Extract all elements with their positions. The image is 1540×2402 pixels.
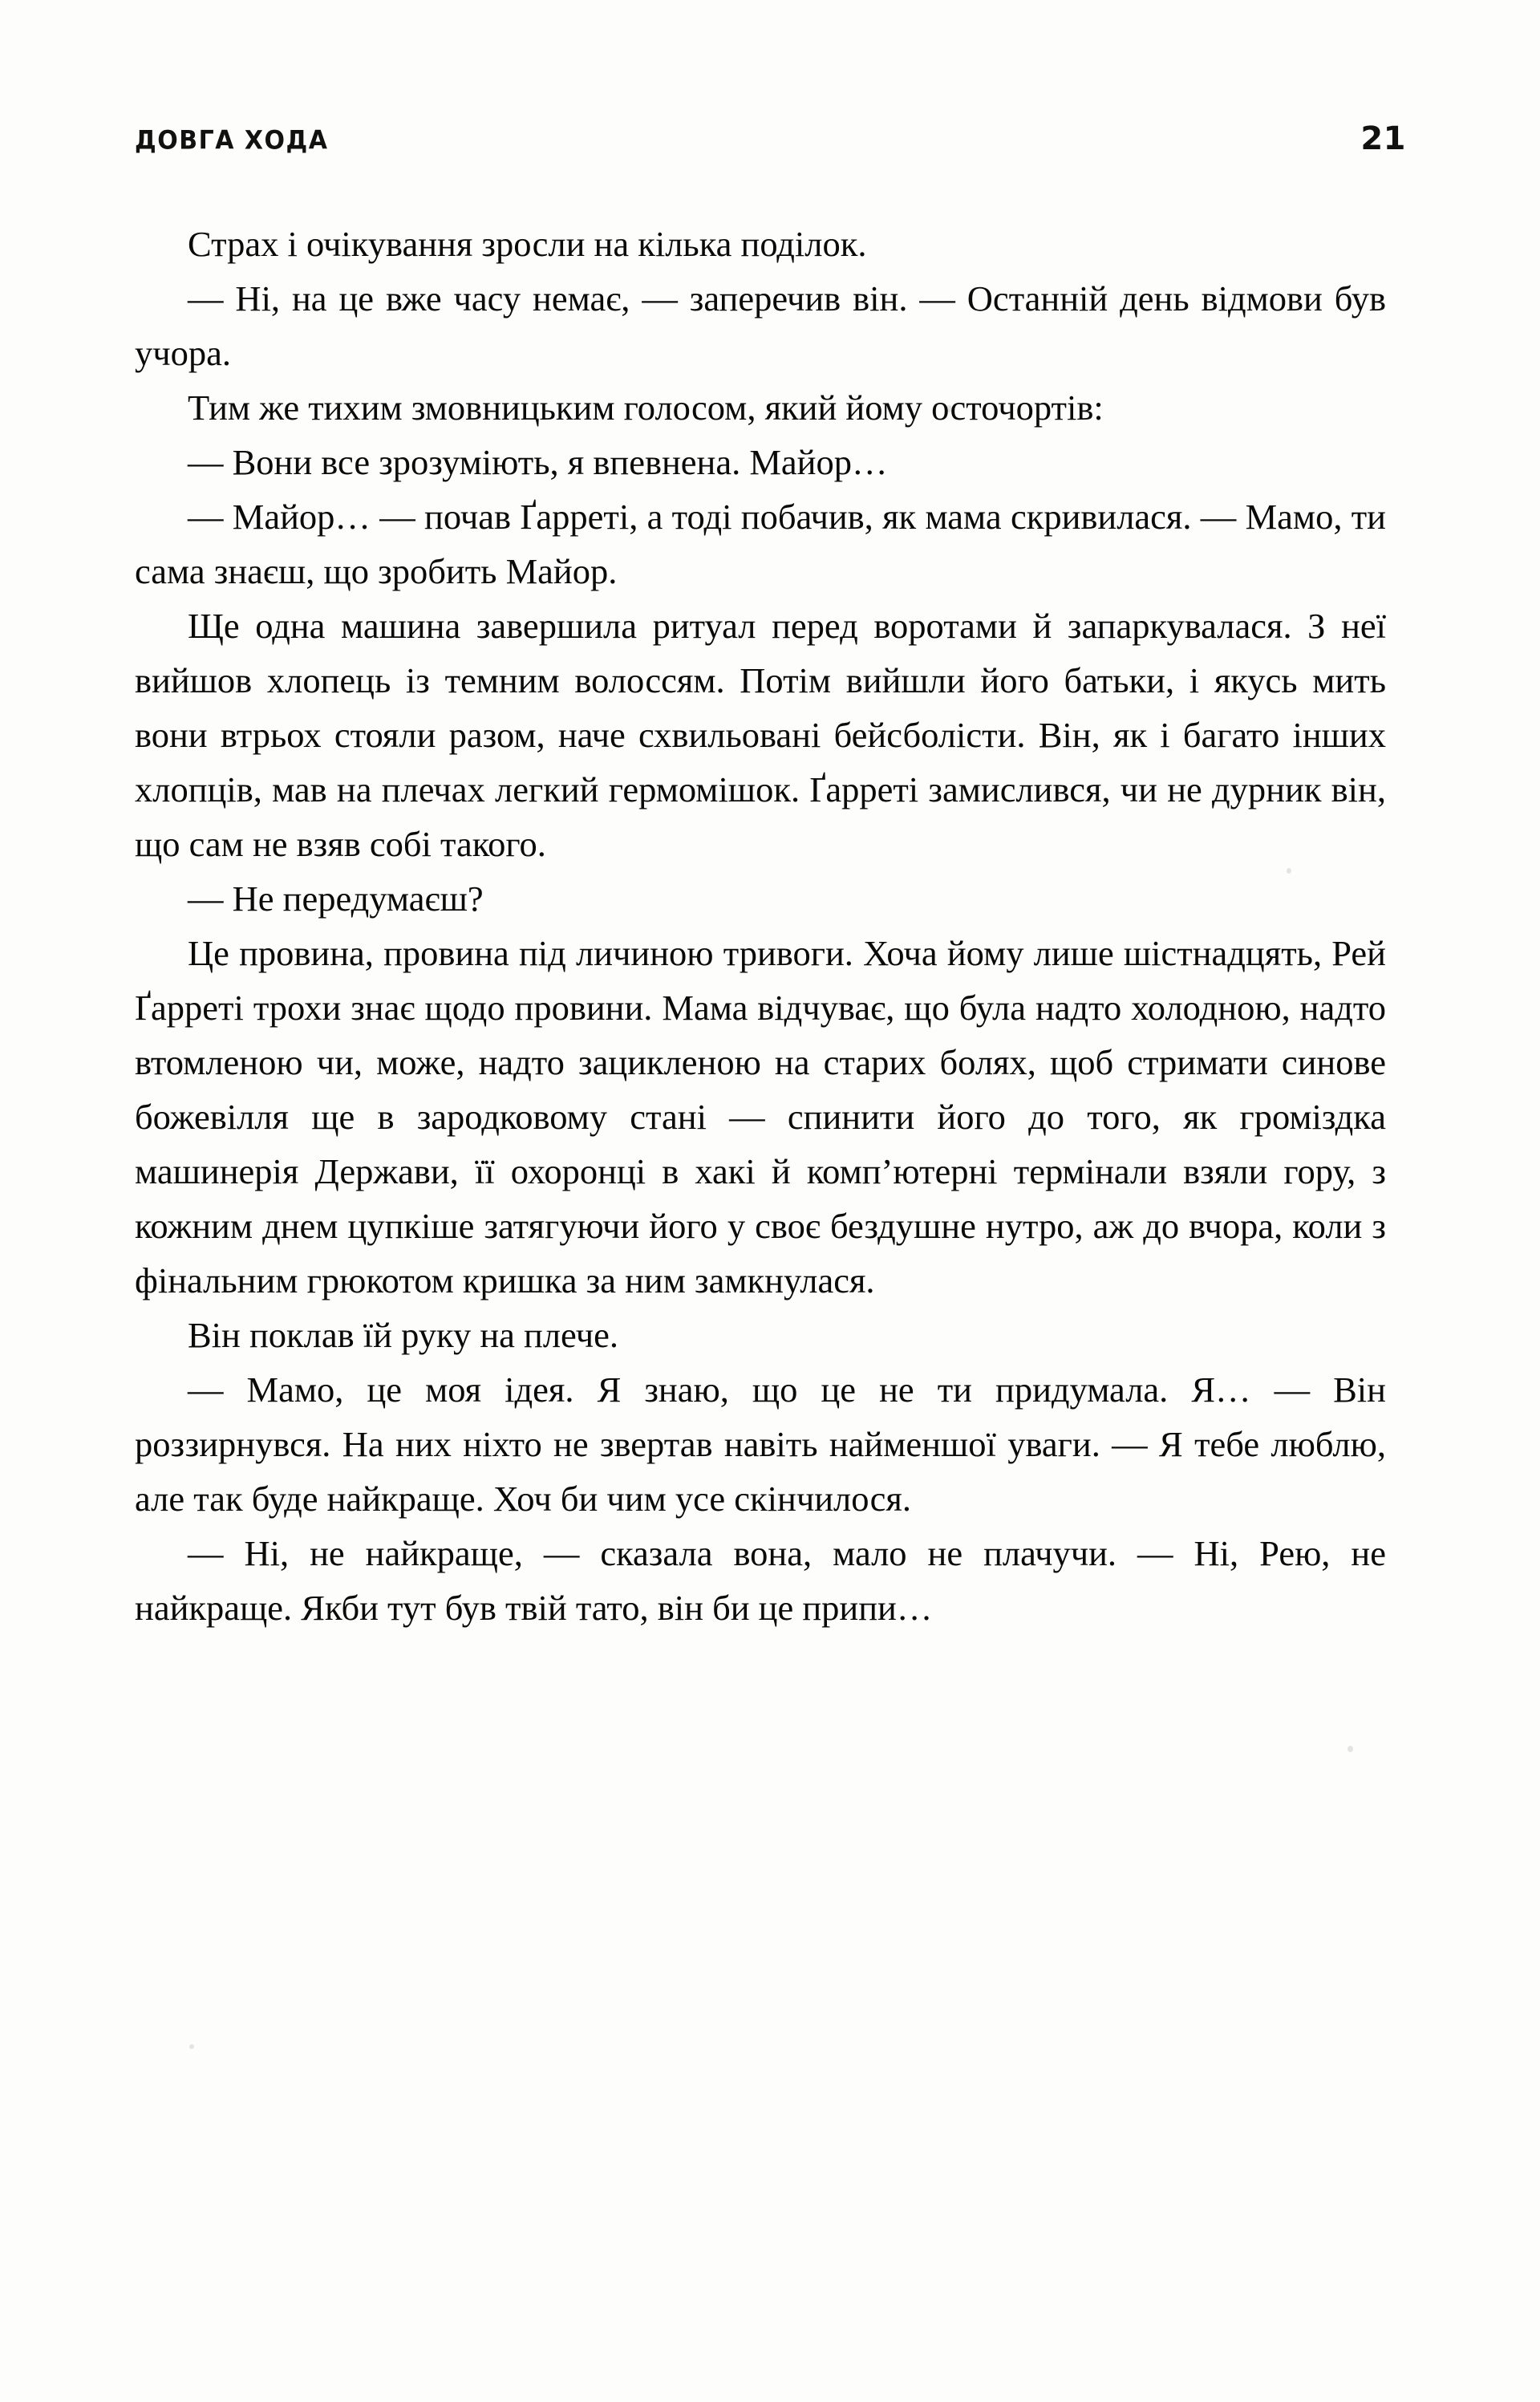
paragraph: — Вони все зрозуміють, я впевнена. Майор… [188,442,888,482]
paragraph: Ще одна машина завершила ритуал перед воротами й запаркувалася. З неї вийшов хлопець із темним волоссям. Потім вийшли його батьки, і якусь мить вони втрьох стояли разом, наче схвильовані бейсболісти. Він, як і багато інших хлопців, мав на плечах легкий гермомішок. Ґарреті замислився, чи не дурник він, що сам не взяв собі такого. [135,606,1386,864]
paragraph: Він поклав їй руку на плече. [188,1315,618,1355]
page-number: 21 [1360,120,1406,157]
paragraph: Тим же тихим змовницьким голосом, який йому осточортів: [188,387,1104,428]
paragraph: Страх і очікування зросли на кілька поділок. [188,224,867,264]
body-text [135,217,1386,1635]
paragraph: — Мамо, це моя ідея. Я знаю, що це не ти придумала. Я… — Він роззирнувся. На них ніхто не звертав навіть найменшої уваги. — Я тебе люблю, але так буде найкраще. Хоч би чим усе скінчилося. [135,1369,1386,1519]
paragraph: — Не передумаєш? [188,878,484,919]
paragraph: Це провина, провина під личиною тривоги. Хоча йому лише шістнадцять, Рей Ґарреті трохи знає щодо провини. Мама відчуває, що була надто холодною, надто втомленою чи, може, надто зацикленою на старих болях, щоб стримати синове божевілля ще в зародковому стані — спинити його до того, як громіздка машинерія Держави, її охоронці в хакі й комп’ютерні термінали взяли гору, з кожним днем цупкіше затягуючи його у своє бездушне нутро, аж до вчора, коли з фінальним грюкотом кришка за ним замкнулася. [135,933,1386,1300]
paragraph: — Майор… — почав Ґарреті, а тоді побачив, як мама скривилася. — Мамо, ти сама знаєш, що зробить Майор. [135,497,1386,591]
paragraph: — Ні, не найкраще, — сказала вона, мало не плачучи. — Ні, Рею, не найкраще. Якби тут був твій тато, він би це припи… [135,1533,1386,1628]
running-head-title: ДОВГА ХОДА [135,125,329,156]
page-content [135,120,1406,1635]
running-head [135,120,1406,157]
print-speck [189,2044,194,2049]
paragraph: — Ні, на це вже часу немає, — заперечив він. — Останній день відмови був учора. [135,278,1386,373]
print-speck [1348,1746,1353,1752]
